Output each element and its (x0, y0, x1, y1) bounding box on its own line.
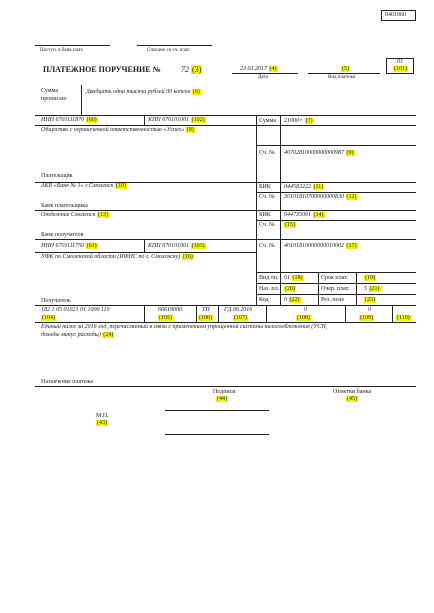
payer-label: Плательщик (41, 173, 73, 179)
received-line (35, 45, 110, 46)
date-text: 23.03.2017 (240, 66, 267, 72)
payee-bik-text: 044735001 (284, 212, 311, 218)
marker-3: (3) (192, 65, 202, 74)
grid-line (35, 125, 416, 126)
amount-words-label-1: Сумма (41, 88, 58, 94)
marker-13: (13) (97, 212, 108, 218)
marker-5: (5) (342, 66, 349, 72)
code-text: 0 (284, 297, 287, 303)
purpose-text-1: Единый налог за 2016 год, перечисляемый в связи с применением упрощенной системы налогообложения (УСН, (41, 324, 328, 330)
form-code: 0401060 (385, 12, 406, 18)
marker-106: (106) (199, 315, 212, 321)
payer-bik-label: БИК (259, 184, 271, 190)
marker-44: (44) (217, 396, 227, 402)
reserve-label: Рез. поле (321, 297, 345, 303)
period: ГД.00.2016 (224, 307, 253, 313)
doc-number-value: 72 (181, 65, 189, 74)
debited-label: Списано со сч. плат. (147, 48, 191, 53)
marker-104: (104) (42, 315, 55, 321)
payer-kpp-text: КПП 670101001 (148, 117, 190, 123)
payee-name-text: УФК по Смоленской области (ИФНС по г. Смоленску) (41, 254, 181, 260)
payee-account-text: 40101810000000010002 (284, 243, 344, 249)
payer-corr-label: Сч. № (259, 194, 275, 200)
marker-22: (22) (289, 297, 300, 303)
payer-inn (41, 117, 98, 124)
doc-no-field: 0 (304, 307, 307, 313)
grid-line (35, 322, 416, 323)
marker-14: (14) (313, 212, 324, 218)
signatures-marker (216, 396, 228, 403)
payee-inn (41, 243, 98, 250)
payee-inn-text: ИНН 6701111750 (41, 243, 85, 249)
doc-date-field: 0 (368, 307, 371, 313)
payee-bank-label: Банк получателя (41, 232, 84, 238)
marker-18: (18) (292, 275, 303, 281)
marker-43: (43) (97, 420, 107, 426)
payee-account-label: Сч. № (259, 243, 275, 249)
payer-corr (284, 194, 358, 201)
op-type-text: 01 (284, 275, 290, 281)
marker-10: (10) (116, 183, 126, 189)
marker-21: (21) (369, 286, 380, 292)
marker-20: (20) (285, 286, 295, 292)
marker-6: (6) (192, 89, 200, 95)
grid-line (318, 272, 319, 305)
grid-line (35, 239, 256, 240)
grid-line (35, 252, 256, 253)
payer-bank-text: АКБ «Банк № 1» г.Смоленск (41, 183, 114, 189)
amount-label: Сумма (259, 118, 276, 124)
oktmo: 66619000 (158, 307, 182, 313)
payer-bank-label: Банк плательщика (41, 203, 88, 209)
marker-9: (9) (346, 150, 354, 156)
grid-line (35, 115, 416, 116)
marker-8: (8) (186, 127, 194, 133)
marker-4: (4) (269, 66, 277, 72)
payee-kpp (148, 243, 206, 250)
grid-line (256, 283, 416, 284)
date-label: Дата (258, 75, 268, 80)
marker-45: (45) (347, 396, 357, 402)
payee-bik (284, 212, 325, 219)
order (364, 286, 381, 293)
marker-15: (15) (285, 222, 295, 228)
marker-110: (110) (397, 315, 410, 321)
mp-label: М.П. (96, 413, 109, 419)
payer-account-label: Сч. № (259, 150, 275, 156)
due-label: Срок плат. (321, 275, 348, 281)
purpose-text-2 (41, 332, 114, 339)
reserve-value (364, 297, 376, 304)
kbk-marker (41, 315, 56, 322)
payer-corr-text: 30101810700000000830 (284, 194, 344, 200)
amount-words-text: Двадцать одна тысяча рублей 00 копеек (86, 89, 191, 95)
marker-61: (61) (86, 243, 97, 249)
status-code: 01 (397, 59, 403, 65)
marker-101: (101) (394, 66, 407, 72)
payee-bik-label: БИК (259, 212, 271, 218)
marker-7: (7) (305, 118, 313, 124)
grid-line (144, 115, 145, 125)
kbk: 182 1 05 01021 01 1000 110 (41, 307, 110, 313)
signature-line-2 (165, 434, 269, 435)
marker-109: (109) (360, 315, 373, 321)
amount (284, 118, 314, 125)
payee-bank (41, 212, 109, 219)
payer-name (41, 127, 195, 134)
marker-24: (24) (103, 332, 114, 338)
grid-line (35, 386, 416, 387)
bank-marks-marker (346, 396, 358, 403)
op-type (284, 275, 304, 282)
grid-line (35, 305, 416, 306)
status-marker (393, 66, 408, 73)
payee-kpp-text: КПП 670101001 (148, 243, 190, 249)
payee-account (284, 243, 358, 250)
grid-line (356, 272, 357, 305)
marker-103: (103) (191, 243, 205, 249)
marker-105: (105) (159, 315, 172, 321)
signature-line-1 (165, 410, 269, 411)
order-label: Очер. плат. (321, 286, 350, 292)
purpose-label: Назначение платежа (41, 379, 94, 385)
doc-number (181, 65, 202, 74)
due-value (364, 275, 376, 282)
marker-108: (108) (297, 315, 310, 321)
debited-line (137, 45, 212, 46)
marker-17: (17) (346, 243, 357, 249)
marker-60: (60) (86, 117, 97, 123)
marker-11: (11) (313, 184, 324, 190)
payee-name (41, 254, 194, 261)
grid-line (280, 115, 281, 305)
oktmo-marker (158, 315, 173, 322)
op-type-label: Вид оп. (259, 275, 279, 281)
page-title: ПЛАТЕЖНОЕ ПОРУЧЕНИЕ № (43, 65, 161, 74)
amount-text: 21000= (284, 118, 304, 124)
doc-date-marker (359, 315, 374, 322)
doc-no-marker (296, 315, 311, 322)
payer-bik-text: 044583222 (284, 184, 311, 190)
marker-23: (23) (365, 297, 375, 303)
payee-label: Получатель (41, 298, 71, 304)
type-marker (396, 315, 411, 322)
purpose-text-2-text: доходы минус расходы) (41, 332, 101, 338)
signatures-label: Подписи (213, 389, 236, 395)
payee-corr (284, 222, 296, 229)
marker-102: (102) (191, 117, 205, 123)
purpose-code-label: Наз. пл. (259, 286, 280, 292)
amount-words-label-2: прописью (41, 96, 67, 102)
grid-line (266, 305, 267, 322)
order-text: 5 (364, 286, 367, 292)
purpose-code (284, 286, 296, 293)
marker-16: (16) (182, 254, 193, 260)
payment-type-value (341, 66, 350, 73)
marker-107: (107) (234, 315, 247, 321)
grid-line (256, 115, 257, 305)
amount-words-divider (81, 85, 82, 115)
payer-name-text: Общество с ограниченной ответственностью «Успех» (41, 127, 185, 133)
date-value (240, 66, 278, 73)
payer-bank (41, 183, 127, 190)
basis-marker (198, 315, 213, 322)
amount-words (86, 89, 201, 96)
payee-bank-text: Отделение Смоленск (41, 212, 96, 218)
payer-account (284, 150, 355, 157)
basis: ТП (202, 307, 210, 313)
grid-line (218, 305, 219, 322)
grid-line (256, 272, 416, 273)
bank-marks-label: Отметки банка (333, 389, 372, 395)
code-value (284, 297, 301, 304)
grid-line (392, 305, 393, 322)
payment-type-label: Вид платежа (328, 75, 356, 80)
grid-line (196, 305, 197, 322)
grid-line (35, 210, 256, 211)
payee-corr-label: Сч. № (259, 222, 275, 228)
grid-line (345, 305, 346, 322)
payer-bik (284, 184, 324, 191)
code-label: Код (259, 297, 269, 303)
payer-kpp (148, 117, 206, 124)
marker-19: (19) (365, 275, 375, 281)
marker-12: (12) (346, 194, 357, 200)
payer-inn-text: ИНН 6701111870 (41, 117, 85, 123)
mp-marker (96, 420, 108, 427)
grid-line (144, 305, 145, 322)
grid-line (144, 239, 145, 252)
grid-line (256, 294, 416, 295)
period-marker (233, 315, 248, 322)
received-label: Поступ. в банк плат. (40, 48, 84, 53)
payer-account-text: 40702810000000000987 (284, 150, 344, 156)
